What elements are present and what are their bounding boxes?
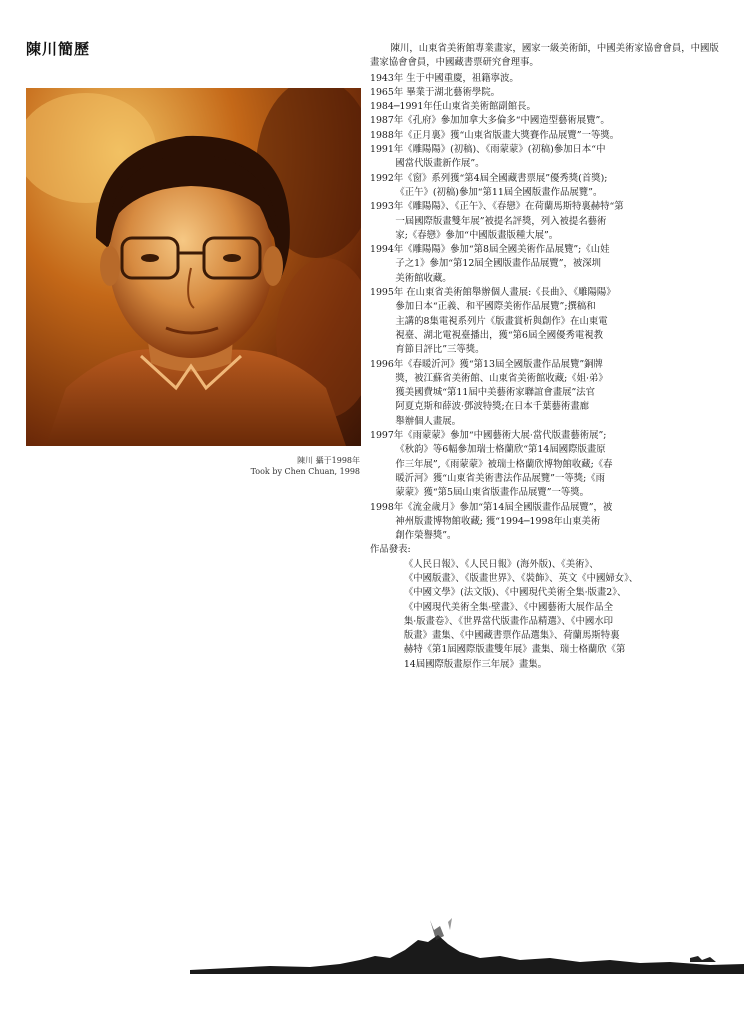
- bio-entry-continuation: 家;《春戀》參加“中國版畫版種大展”。: [395, 229, 559, 241]
- works-line: 《中國版畫》、《版畫世界》、《裝飾》、英文《中國婦女》、: [403, 572, 639, 584]
- bio-entry-line: 1965年 畢業于湖北藝術學院。: [370, 86, 500, 98]
- bio-entries: [370, 72, 722, 544]
- bio-entry: [370, 143, 722, 172]
- bio-entry: [370, 501, 722, 544]
- caption-english: Took by Chen Chuan, 1998: [250, 467, 360, 476]
- bio-entry-continuation: 作三年展”,《雨蒙蒙》被瑞士格蘭欣博物館收藏;《春: [395, 458, 613, 470]
- bio-entry: [370, 114, 722, 128]
- bio-entry: [370, 429, 722, 500]
- bio-entry: [370, 243, 722, 286]
- bio-entry: [370, 200, 722, 243]
- bio-entry-continuation: 視臺、湖北電視臺播出，獲“第6屆全國優秀電視教: [395, 329, 604, 341]
- bio-entry-continuation: 創作榮譽獎”。: [395, 530, 457, 542]
- works-line: 赫特《第1屆國際版畫雙年展》畫集、瑞士格蘭欣《第: [403, 644, 626, 656]
- bio-entry-continuation: 阿夏克斯和薛波·鄧波特獎;在日本千葉藝術畫廊: [395, 401, 590, 413]
- portrait-illustration: [26, 88, 361, 446]
- portrait-photo: [26, 88, 361, 446]
- works-line: 《中國現代美術全集·壁畫》、《中國藝術大展作品全: [403, 601, 614, 613]
- bio-entry-line: 1988年《正月裏》獲“山東省版畫大獎賽作品展覽”一等獎。: [370, 129, 620, 141]
- bio-entry-continuation: 舉辦個人畫展。: [395, 415, 462, 427]
- bio-entry-line: 1997年《雨蒙蒙》參加“中國藝術大展·當代版畫藝術展”;: [370, 430, 607, 442]
- bio-entry-continuation: 主講的8集電視系列片《版畫賞析與創作》在山東電: [395, 315, 608, 327]
- bio-entry: [370, 72, 722, 86]
- bio-entry-continuation: 國當代版畫新作展”。: [395, 158, 485, 170]
- bio-entry: [370, 100, 722, 114]
- bio-intro: 陳川，山東省美術館專業畫家，國家一級美術師，中國美術家協會會員，中國版畫家協會會員，中國藏書票研究會理事。: [370, 43, 719, 69]
- bio-entry-continuation: 育節目評比”三等獎。: [395, 344, 485, 356]
- bio-entry-continuation: 《正午》(初稿)參加“第11屆全國版畫作品展覽”。: [395, 186, 603, 198]
- works-published: [370, 543, 722, 672]
- bio-entry-line: 1943年 生于中國重慶，祖籍寧波。: [370, 72, 519, 84]
- bio-entry-line: 1994年《雕陽陽》參加“第8屆全國美術作品展覽”;《山娃: [370, 244, 610, 256]
- bio-entry-continuation: 獎，被江蘇省美術館、山東省美術館收藏;《姐·弟》: [395, 372, 608, 384]
- bio-entry-continuation: 蒙蒙》獲“第5屆山東省版畫作品展覽”一等獎。: [395, 487, 590, 499]
- works-label: 作品發表:: [370, 544, 411, 556]
- bio-entry-line: 1996年《春暖沂河》獲“第13屆全國版畫作品展覽”銅牌: [370, 358, 603, 370]
- bio-entry-line: 1984─1991年任山東省美術館副館長。: [370, 101, 536, 113]
- bio-entry-continuation: 暖沂河》獲“山東省美術書法作品展覽”一等獎;《雨: [395, 472, 605, 484]
- bio-entry-line: 1995年 在山東省美術館舉辦個人畫展:《長曲》、《雕陽陽》: [370, 287, 616, 299]
- page-title: 陳川簡歷: [26, 40, 91, 58]
- bio-entry-continuation: 神州版畫博物館收藏; 獲“1994─1998年山東美術: [395, 515, 601, 527]
- works-line: 版畫》畫集、《中國藏書票作品選集》、荷蘭馬斯特裏: [403, 630, 620, 642]
- works-line: 集·版畫卷》、《世界當代版畫作品精選》、《中國水印: [403, 615, 614, 627]
- decorative-ink-landscape: [190, 900, 744, 1008]
- photo-caption: [180, 455, 360, 477]
- works-line: 《中國文學》(法文版)、《中國現代美術全集·版畫2》、: [403, 587, 627, 599]
- bio-entry: [370, 129, 722, 143]
- bio-entry-continuation: 子之1》參加“第12屆全國版畫作品展覽”，被深圳: [395, 258, 601, 270]
- bio-entry-line: 1987年《孔府》參加加拿大多倫多“中國造型藝術展覽”。: [370, 115, 610, 127]
- caption-chinese: 陳川 攝于1998年: [297, 456, 360, 465]
- bio-entry-continuation: 參加日本“正義、和平國際美術作品展覽”;撰稿和: [395, 301, 596, 313]
- bio-entry-continuation: 美術館收藏。: [395, 272, 452, 284]
- bio-entry-line: 1998年《流金歲月》參加“第14屆全國版畫作品展覽”，被: [370, 501, 613, 513]
- bio-entry: [370, 358, 722, 429]
- bio-entry-continuation: 一屆國際版畫雙年展”被提名評獎，列入被提名藝術: [395, 215, 607, 227]
- bio-entry-continuation: 《秋韵》等6幅參加瑞士格蘭欣“第14屆國際版畫原: [395, 444, 606, 456]
- bio-entry: [370, 286, 722, 357]
- works-line: 14屆國際版畫原作三年展》畫集。: [403, 658, 548, 670]
- bio-entry-continuation: 獲美國費城“第11屆中美藝術家聯誼會畫展”法官: [395, 387, 596, 399]
- biography-text: [370, 42, 722, 672]
- bio-entry: [370, 86, 722, 100]
- bio-entry-line: 1992年《窗》系列獲“第4屆全國藏書票展”優秀獎(首獎);: [370, 172, 608, 184]
- works-line: 《人民日報》、《人民日報》(海外版)、《美術》、: [403, 558, 599, 570]
- bio-entry: [370, 172, 722, 201]
- bio-entry-line: 1991年《雕陽陽》(初稿)、《雨蒙蒙》(初稿)參加日本“中: [370, 144, 606, 156]
- bio-entry-line: 1993年《雕陽陽》、《正午》、《春戀》在荷蘭馬斯特裏赫特“第: [370, 201, 624, 213]
- works-list: [370, 558, 722, 672]
